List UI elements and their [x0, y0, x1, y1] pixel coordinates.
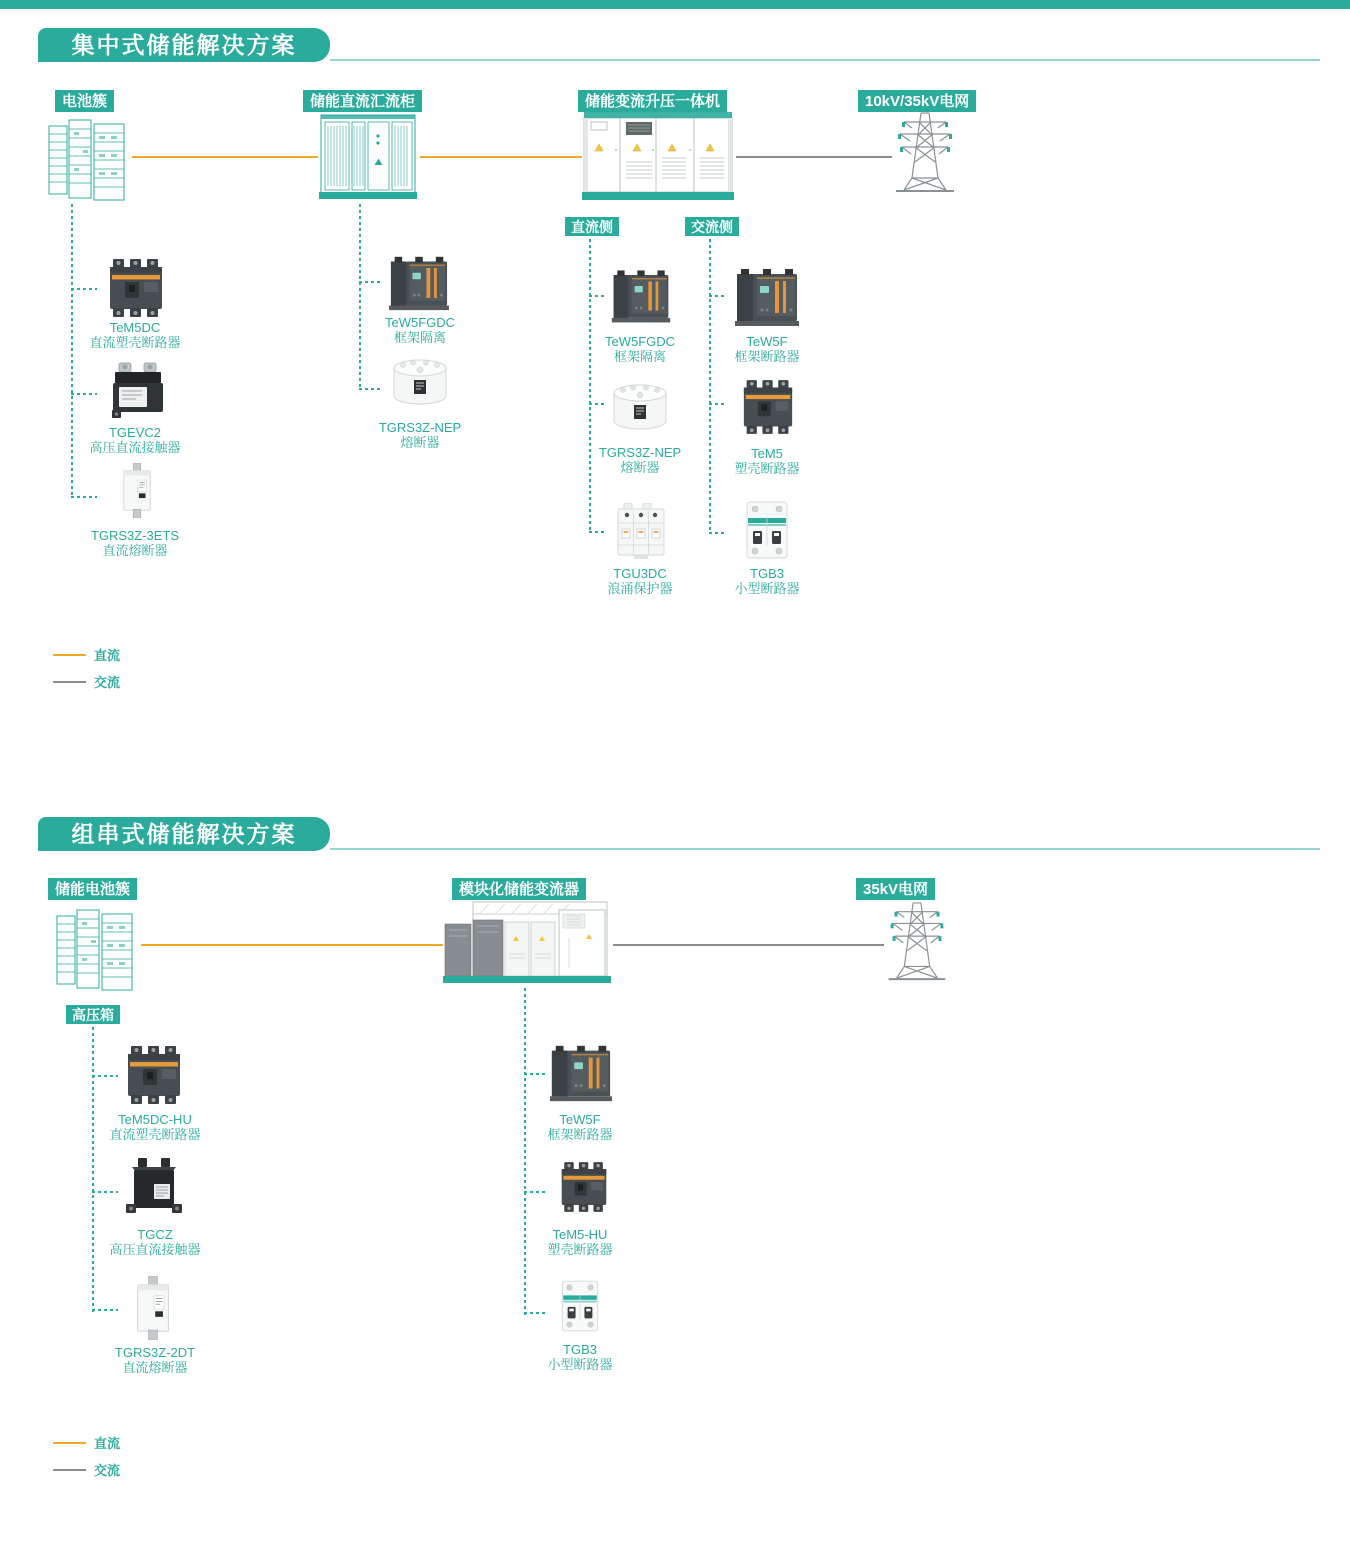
product-label [55, 528, 215, 558]
mcb-icon [557, 1276, 603, 1336]
cylinder-fuse-icon [611, 381, 669, 436]
product-label [75, 1227, 235, 1257]
node-label-storage-battery-cluster: 储能电池簇 [48, 878, 137, 900]
combiner-products-connector [359, 204, 361, 390]
product-desc: 直流塑壳断路器 [109, 1127, 201, 1142]
legend-ac-label: 交流 [94, 675, 121, 690]
node-label-dc-combiner: 储能直流汇流柜 [303, 90, 422, 112]
transmission-tower-icon [884, 900, 950, 984]
product-label [687, 566, 847, 596]
mccb-icon [742, 377, 794, 437]
product-model: TeW5FGDC [384, 315, 456, 330]
connector-stub [71, 288, 97, 290]
connector-stub [71, 393, 97, 395]
hv-box-label: 高压箱 [66, 1005, 120, 1024]
blade-fuse-icon [120, 463, 154, 518]
mccb-icon [126, 1044, 182, 1106]
pcs-booster-station-icon [582, 110, 734, 204]
product-desc: 熔断器 [620, 460, 660, 475]
connector-stub [92, 1075, 118, 1077]
legend-dc-swatch [53, 654, 86, 656]
dc-side-products-connector [589, 239, 591, 533]
product-model: TeM5DC-HU [118, 1112, 192, 1127]
product-model: TGRS3Z-2DT [114, 1345, 196, 1360]
product-desc: 熔断器 [400, 435, 440, 450]
connector-stub [92, 1191, 118, 1193]
section-2-header-line [330, 848, 1320, 850]
dc-side-label: 直流侧 [565, 217, 619, 236]
connector-stub [709, 403, 727, 405]
ac-side-products-connector [709, 239, 711, 534]
mccb-icon [560, 1156, 608, 1218]
node-label-grid-35kv: 35kV电网 [856, 878, 935, 900]
section-1-title-banner: 集中式储能解决方案 [38, 28, 330, 62]
product-model: TeW5F [746, 334, 788, 349]
product-desc: 框架断路器 [734, 349, 800, 364]
connector-stub [589, 403, 607, 405]
product-desc: 直流熔断器 [102, 543, 168, 558]
product-label [55, 425, 215, 455]
product-model: TeM5 [751, 446, 783, 461]
dc-contactor-icon [126, 1158, 182, 1218]
connector-stub [71, 496, 97, 498]
product-model: TGB3 [563, 1342, 597, 1357]
connector-stub [589, 295, 607, 297]
modular-pcs-icon [443, 898, 611, 986]
acb-icon [610, 266, 672, 326]
dc-link-battery-combiner [132, 156, 318, 158]
legend-ac-label: 交流 [94, 1463, 121, 1478]
product-label [340, 315, 500, 345]
connector-stub [524, 1191, 548, 1193]
product-model: TGEVC2 [108, 425, 161, 440]
product-desc: 框架隔离 [393, 330, 446, 345]
product-label [687, 446, 847, 476]
dc-contactor-icon [112, 362, 164, 420]
legend-dc-swatch [53, 1442, 86, 1444]
legend-dc-label: 直流 [94, 1436, 121, 1451]
node-label-modular-pcs: 模块化储能变流器 [452, 878, 586, 900]
ac-link-pcs-grid [736, 156, 892, 158]
product-model: TGRS3Z-3ETS [90, 528, 180, 543]
connector-stub [92, 1309, 118, 1311]
legend-ac-swatch [53, 1469, 86, 1471]
acb-icon [733, 265, 801, 329]
legend-ac-swatch [53, 681, 86, 683]
connector-stub [524, 1073, 548, 1075]
product-desc: 高压直流接触器 [109, 1242, 201, 1257]
product-label [55, 320, 215, 350]
product-label [500, 1112, 660, 1142]
section-1-header-line [330, 59, 1320, 61]
product-label [500, 1342, 660, 1372]
dc-link-combiner-pcs [420, 156, 582, 158]
node-label-pcs-booster: 储能变流升压一体机 [578, 90, 727, 112]
connector-stub [524, 1312, 548, 1314]
product-label [340, 420, 500, 450]
connector-stub [359, 388, 381, 390]
product-model: TeM5DC [109, 320, 161, 335]
product-desc: 小型断路器 [734, 581, 800, 596]
product-label [500, 1227, 660, 1257]
ac-link-mpcs-grid [613, 944, 884, 946]
acb-icon [386, 254, 452, 312]
product-label [75, 1345, 235, 1375]
blade-fuse-icon [133, 1276, 173, 1340]
product-model: TGU3DC [613, 566, 667, 581]
product-desc: 小型断路器 [547, 1357, 613, 1372]
node-label-battery-cluster: 电池簇 [55, 90, 114, 112]
product-desc: 塑壳断路器 [547, 1242, 613, 1257]
legend-dc-label: 直流 [94, 648, 121, 663]
ac-side-label: 交流侧 [685, 217, 739, 236]
battery-rack-icon [53, 902, 139, 992]
section-2-title-banner: 组串式储能解决方案 [38, 817, 330, 851]
connector-stub [589, 531, 607, 533]
dc-combiner-cabinet-icon [318, 112, 418, 202]
product-model: TeM5-HU [552, 1227, 608, 1242]
connector-stub [709, 295, 727, 297]
product-desc: 塑壳断路器 [734, 461, 800, 476]
product-model: TGCZ [137, 1227, 173, 1242]
transmission-tower-icon [892, 110, 958, 196]
product-desc: 框架隔离 [613, 349, 666, 364]
product-desc: 浪涌保护器 [607, 581, 673, 596]
product-desc: 直流熔断器 [122, 1360, 188, 1375]
acb-icon [548, 1042, 614, 1104]
cylinder-fuse-icon [391, 356, 449, 411]
product-model: TGRS3Z-NEP [598, 445, 682, 460]
spd-icon [616, 503, 666, 560]
product-model: TeW5F [559, 1112, 601, 1127]
product-desc: 框架断路器 [547, 1127, 613, 1142]
product-desc: 直流塑壳断路器 [89, 335, 181, 350]
product-model: TGRS3Z-NEP [378, 420, 462, 435]
product-model: TeW5FGDC [604, 334, 676, 349]
hv-box-products-connector [92, 1027, 94, 1313]
product-label [75, 1112, 235, 1142]
node-label-grid: 10kV/35kV电网 [858, 90, 976, 112]
connector-stub [709, 532, 727, 534]
mpcs-products-connector [524, 988, 526, 1315]
mccb-icon [107, 258, 165, 318]
top-accent-bar [0, 0, 1350, 9]
battery-rack-icon [46, 112, 130, 202]
dc-link-battery-mpcs [141, 944, 443, 946]
product-model: TGB3 [750, 566, 784, 581]
product-desc: 高压直流接触器 [89, 440, 181, 455]
product-label [687, 334, 847, 364]
connector-stub [359, 281, 381, 283]
mcb-icon [740, 501, 794, 559]
